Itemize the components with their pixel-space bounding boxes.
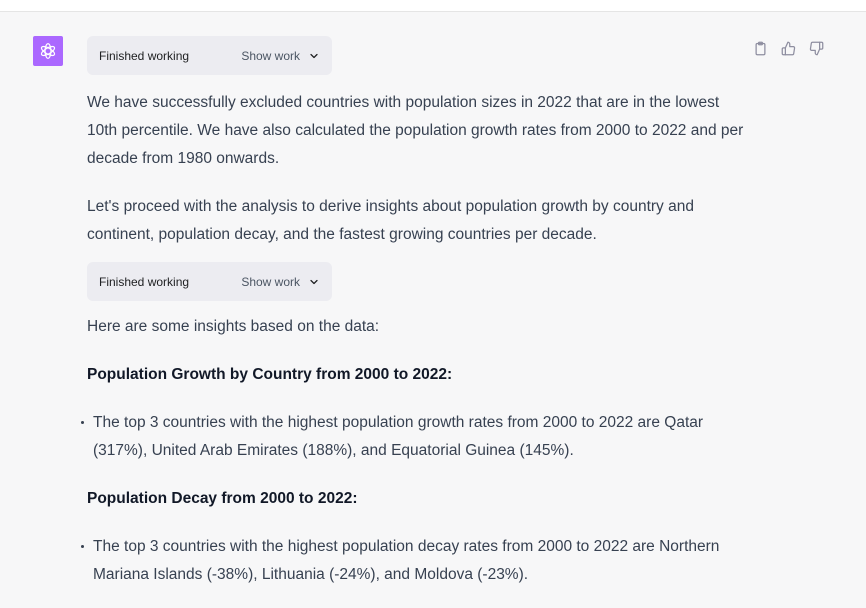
thumbs-down-icon <box>809 41 824 56</box>
paragraph-next-step: Let's proceed with the analysis to derive insights about population growth by country and continent, population decay, and the fastest growing countries per decade. <box>87 198 694 243</box>
thumbs-up-icon <box>781 41 796 56</box>
show-work-toggle[interactable]: Show work <box>241 48 300 63</box>
work-status: Finished working <box>99 48 190 63</box>
message-actions <box>751 39 825 57</box>
work-block-2[interactable] <box>87 262 332 301</box>
previous-message-divider <box>0 0 866 12</box>
list-item: The top 3 countries with the highest population growth rates from 2000 to 2022 are Qatar (317%), United Arab Emirates (188%), and Equatorial Guinea (145%). <box>87 409 747 465</box>
paragraph-insights-intro: Here are some insights based on the data: <box>87 318 380 335</box>
section-heading-growth: Population Growth by Country from 2000 to 2022: <box>87 366 453 383</box>
section-heading-decay: Population Decay from 2000 to 2022: <box>87 490 358 507</box>
work-status: Finished working <box>99 274 190 289</box>
thumbs-down-button[interactable] <box>807 39 825 57</box>
list-item: The top 3 countries with the highest population decay rates from 2000 to 2022 are Northern Mariana Islands (-38%), Lithuania (-24%), and Moldova (-23%). <box>87 533 747 589</box>
growth-list <box>87 409 747 465</box>
work-block-1[interactable] <box>87 36 332 75</box>
openai-logo-icon <box>37 40 59 62</box>
paragraph-summary: We have successfully excluded countries with population sizes in 2022 that are in the lowest 10th percentile. We have also calculated the population growth rates from 2000 to 2022 and per decade from 1980 onwards. <box>87 94 744 167</box>
chevron-down-icon <box>308 50 320 62</box>
show-work-toggle[interactable]: Show work <box>241 274 300 289</box>
assistant-message <box>87 36 747 589</box>
decay-list <box>87 533 747 589</box>
chevron-down-icon <box>308 276 320 288</box>
thumbs-up-button[interactable] <box>779 39 797 57</box>
copy-button[interactable] <box>751 39 769 57</box>
clipboard-icon <box>753 41 768 56</box>
assistant-avatar <box>33 36 63 66</box>
